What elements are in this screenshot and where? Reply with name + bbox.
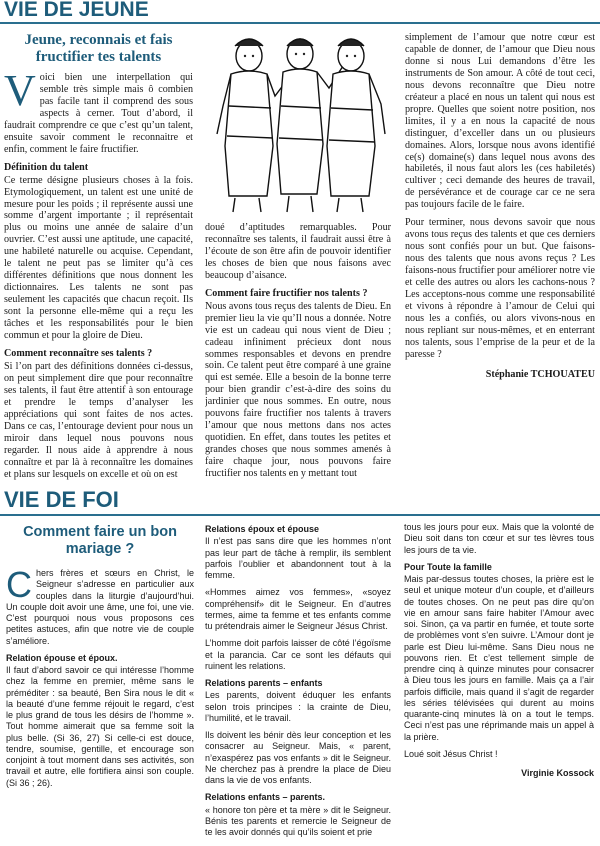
paragraph-epoux-1: Il n’est pas sans dire que les hommes n’ont pas leur part de tâche à remplir, ils semblent parfois l’oublier et abandonnent tout à la femme. — [205, 536, 391, 580]
drop-cap: V — [4, 66, 36, 115]
heading-enfants-parents: Relations enfants – parents. — [205, 792, 326, 803]
foi-column-1 — [6, 524, 194, 842]
heading-parents-enfants: Relations parents – enfants — [205, 678, 323, 688]
paragraph-epoux-2: «Hommes aimez vos femmes», «soyez compréhensif» dit le Seigneur. En d’autres termes, aime ta femme et tes enfants comme tu prétendrais aimer le Seigneur Jésus Christ. — [205, 587, 391, 631]
jeune-column-1 — [4, 32, 193, 487]
paragraph-reconnaitre: Si l’on part des définitions données ci-dessus, on peut simplement dire que pour reconnaître ses talents, il faut être attentif à son entourage et prendre le temps d’analyser les appréciations qui sont faites de nos actes. Dans ce cas, l’entourage devient pour nous un miroir dans lequel nous pouvons nous regarder. Il nous aide à apprendre à nous connaître et par là à reconnaître les domaines et plans sur lesquels on excelle et où on est — [4, 360, 193, 480]
section-divider — [0, 22, 600, 24]
paragraph-parents-2: Ils doivent les bénir dès leur conception et les consacrer au Seigneur. Mais, « parent, n’exaspérez pas vos enfants » dit le Seigneur. Ne cherchez pas à prendre la place de Dieu dans la vie de vos enfants. — [205, 730, 391, 785]
heading-relation-epouse: Relation épouse et époux. — [6, 652, 118, 663]
article-title: Comment faire un bon mariage ? — [23, 524, 177, 557]
paragraph-enfants-cont: tous les jours pour eux. Mais que la volonté de Dieu soit dans ton cœur et sur tes lèvres tous les jours de ta vie. — [404, 522, 594, 555]
article-intro: Chers frères et sœurs en Christ, le Seigneur s’adresse en particulier aux couples dans la liturgie d’aujourd’hui. Un couple doit avoir une âme, une foi, une vie. C’est pourquoi nous vous proposons ces petites astuces, afin que notre vie de couple s’améliore. — [6, 564, 194, 646]
section-title-vie-de-foi: VIE DE FOI — [4, 487, 119, 512]
heading-famille: Pour Toute la famille — [404, 561, 492, 572]
foi-column-3 — [404, 522, 594, 844]
paragraph-fructifier-cont: simplement de l’amour que notre cœur est capable de donner, de l’amour que Dieu nous donne si nous Lui demandons d’être les instruments de Son amour. A côté de tout ceci, nous devons reconnaître que Dieu notre créateur a placé en nous un talent qui nous est propre. Quelles que soient notre position, nos limites, il y a en nous la capacité de nous distinguer, d’exceller dans un ou plusieurs domaines. Alors, lorsque nous avons identifié ce(s) domaine(s) dans lequel nous avons des habiletés, il nous faut alors les (ces habiletés) cultiver ; ceci demande des heures de travail, de persévérance et de courage car ce ne sera pas toujours facile de le faire. — [405, 32, 595, 211]
paragraph-louange: Loué soit Jésus Christ ! — [404, 748, 498, 759]
heading-relation-epoux: Relations époux et épouse — [205, 524, 320, 534]
paragraph-fructifier: Nous avons tous reçus des talents de Dieu. En premier lieu la vie qu’Il nous a donnée. Notre vie est un cadeau qui nous vient de Dieu ; cadeau infiniment précieux dont nous sommes responsables et devons en prendre soin. Ce talent peut être comparé à une graine qui est semée. Elle a besoin de la bonne terre pour bien grandir c’est-à-dire des soins du jardinier que nous sommes. En outre, nous pouvons faire fructifier nos talents à travers l’amour que nous mettons dans nos actes quotidien. En effet, dans toutes les petites et grandes choses que nous sommes amenés à faire chaque jour, nous pouvons faire fructifier nos talents en y mettant tout — [205, 300, 391, 480]
paragraph-enfants: « honore ton père et ta mère » dit le Seigneur. Bénis tes parents et remercie le Seigneur de te les avoir donnés qui qu’ils soient et prie — [205, 804, 391, 837]
paragraph-definition: Ce terme désigne plusieurs choses à la fois. Etymologiquement, un talent est une unité de mesure pour les poids ; il représente aussi une somme d’argent importante ; il représentait plus ou moins une année de salaire d’un ouvrier. C’est aussi une aptitude, une capacité, une habileté naturelle ou acquise. Cependant, le talent ne peut pas se limiter qu’à ces différentes définitions que nous donnent les dictionnaires. Les talents ne sont pas seulement les capacités que chacun reçoit. Ils sont la personne elle-même qui a reçu les tâches et les responsabilités pour le bien commun et pour la gloire de Dieu. — [4, 174, 193, 342]
paragraph-relation-epouse: Il faut d’abord savoir ce qui intéresse l’homme chez la femme en premier, même sans le préméditer : sa beauté, Ben Sira nous le dit « la beauté d’une femme réjouit le regard, c’est le plus grand de tous les désirs de l’homme ». Tout homme aimerait que sa femme soit la plus belle. (Si 36, 27) Si celle-ci est douce, tendre, soumise, gentille, et encourage son conjoint à tout moment dans ses activités, son travail et autre, elle fortifiera ainsi son couple. (Si 36 ; 26). — [6, 665, 194, 788]
paragraph-epoux-3: L’homme doit parfois laisser de côté l’égoïsme et la parancia. Car ce sont les défauts qui ruinent les relations. — [205, 638, 391, 671]
paragraph-parents-1: Les parents, doivent éduquer les enfants selon trois principes : la crainte de Dieu, l’humilité, et le travail. — [205, 690, 391, 723]
article-title: Jeune, reconnais et fais fructifier tes talents — [24, 32, 173, 65]
jeune-column-2 — [205, 222, 391, 487]
signature: Stéphanie TCHOUATEU — [485, 368, 595, 380]
foi-column-2 — [205, 522, 391, 844]
jeune-column-3 — [405, 32, 595, 482]
paragraph-conclusion: Pour terminer, nous devons savoir que nous avons tous reçus des talents et que ces derniers nous sont confiés pour un but. Que faisons-nous des talents que nous avons reçus ? Les faisons-nous fructifier pour améliorer notre vie et celle des autres ou alors les cachons-nous ? Les acceptons-nous comme une responsabilité et vivons à répondre à l’amour de Celui qui nous les a confiés, ou alors vivons-nous en nous repliant sur nous-mêmes, et en enterrant nos talents, sous l’emprise de la peur et de la paresse ? — [405, 217, 595, 360]
heading-fructifier: Comment faire fructifier nos talents ? — [205, 287, 368, 299]
illustration-three-figures — [205, 26, 391, 218]
section-divider — [0, 514, 600, 516]
article-intro: Voici bien une interpellation qui semble très simple mais ô combien pas facile tant il comprend des sous aspects à cerner. Tout d’abord, il faudrait comprendre ce que c’est qu’un talent, ensuite savoir comment le reconnaitre et enfin, comment le faire fructifier. — [4, 66, 193, 155]
heading-definition: Définition du talent — [4, 161, 89, 173]
signature: Virginie Kossock — [521, 768, 594, 778]
paragraph-famille: Mais par-dessus toutes choses, la prière est le seul et unique moteur d’un couple, et d’ailleurs de toutes choses. On ne peut pas dire qu’on vie en amour sans faire habiter l’Amour avec soi. Sinon, ça va partir en fumée, et toute sorte de problèmes vont s’en suivre. L’Amour dont je parle est Dieu lui-même. Sans Dieu nous ne pouvons rien. Et c’est tellement simple de prendre cinq à quinze minutes pour consacrer à Dieu tous les jours en famille. Mais ça a l’air parfois difficile, mais quand il s’agit de regarder les séries télévisées qui durent au moins quarante-cinq minutes là on a tout le temps. Ceci n’est pas une réprimande mais un appel à la prière. — [404, 574, 594, 742]
paragraph-reconnaitre-cont: doué d’aptitudes remarquables. Pour reconnaître ses talents, il faudrait aussi être à l’écoute de son être afin de pouvoir identifier les choses de bien que nous faisons avec beaucoup d’aisance. — [205, 222, 391, 281]
section-title-vie-de-jeune: VIE DE JEUNE — [4, 0, 149, 21]
drop-cap: C — [6, 564, 32, 605]
heading-reconnaitre: Comment reconnaître ses talents ? — [4, 347, 153, 359]
